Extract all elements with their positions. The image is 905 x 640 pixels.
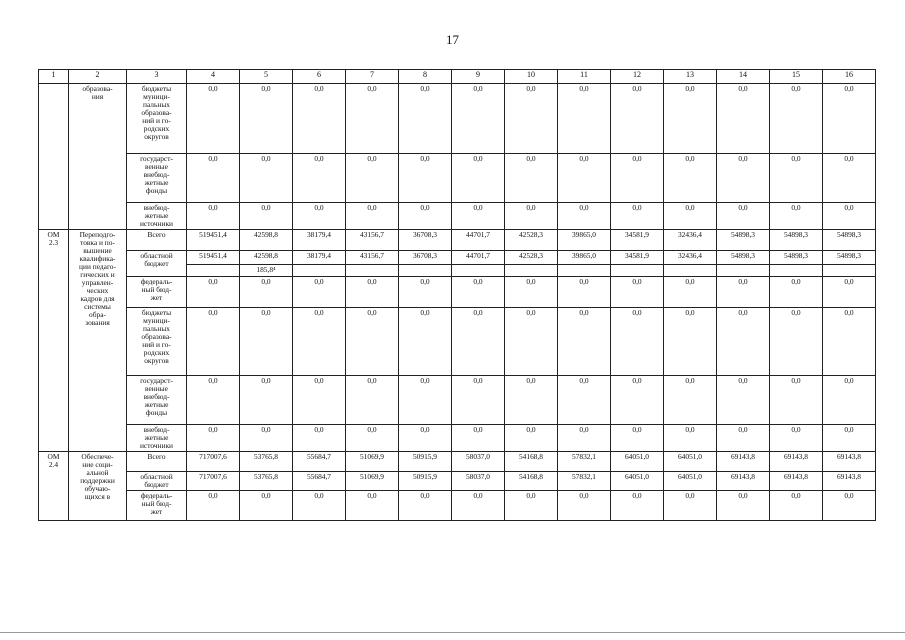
value-cell: 0,0 [770,84,823,154]
value-cell: 0,0 [611,490,664,520]
value-cell [770,265,823,277]
value-cell: 32436,4 [664,251,717,265]
value-cell: 0,0 [399,308,452,376]
funding-source-cell: областной бюджет [127,251,187,277]
column-number-12: 12 [611,70,664,84]
table-row [39,308,876,376]
value-cell: 0,0 [505,203,558,230]
value-cell: 0,0 [452,425,505,452]
column-number-7: 7 [346,70,399,84]
value-cell: 0,0 [823,84,876,154]
value-cell: 0,0 [399,203,452,230]
value-cell: 0,0 [664,203,717,230]
funding-source-cell: бюджеты муници- пальных образова- ний и го- родских округов [127,308,187,376]
column-number-16: 16 [823,70,876,84]
value-cell: 0,0 [505,154,558,203]
value-cell: 0,0 [240,425,293,452]
value-cell: 0,0 [399,376,452,425]
value-cell: 0,0 [187,425,240,452]
measure-code-cell: ОМ 2.4 [39,452,69,521]
value-cell: 0,0 [558,308,611,376]
value-cell: 51069,9 [346,472,399,491]
funding-source-cell: государст- венные внебюд- жетные фонды [127,154,187,203]
measure-name-cell: Обеспече- ние соци- альной поддержки обучаю- щихся в [69,452,127,521]
value-cell: 57832,1 [558,452,611,472]
value-cell: 69143,8 [717,472,770,491]
value-cell: 0,0 [505,490,558,520]
table-row [39,376,876,425]
value-cell: 0,0 [664,376,717,425]
value-cell: 0,0 [611,277,664,308]
value-cell: 0,0 [717,84,770,154]
value-cell: 54898,3 [717,251,770,265]
funding-source-cell: федераль- ный бюд- жет [127,490,187,520]
value-cell: 54898,3 [770,230,823,251]
value-cell: 0,0 [240,490,293,520]
value-cell: 0,0 [346,277,399,308]
value-cell: 42598,8 [240,251,293,265]
value-cell [823,265,876,277]
value-cell: 0,0 [187,308,240,376]
value-cell: 0,0 [664,277,717,308]
value-cell: 0,0 [558,490,611,520]
value-cell [399,265,452,277]
column-number-14: 14 [717,70,770,84]
value-cell: 42528,3 [505,230,558,251]
value-cell: 0,0 [770,277,823,308]
column-number-2: 2 [69,70,127,84]
value-cell: 0,0 [717,425,770,452]
value-cell: 0,0 [664,425,717,452]
funding-source-cell: государст- венные внебюд- жетные фонды [127,376,187,425]
value-cell: 0,0 [558,376,611,425]
value-cell: 34581,9 [611,251,664,265]
value-cell: 42598,8 [240,230,293,251]
page-number: 17 [446,32,459,47]
value-cell: 0,0 [664,308,717,376]
value-cell: 69143,8 [823,452,876,472]
value-cell: 0,0 [346,376,399,425]
value-cell [664,265,717,277]
value-cell: 39865,0 [558,230,611,251]
value-cell: 54898,3 [717,230,770,251]
value-cell: 0,0 [505,308,558,376]
table-row [39,452,876,472]
value-cell: 43156,7 [346,230,399,251]
value-cell: 0,0 [187,84,240,154]
value-cell: 0,0 [611,425,664,452]
funding-source-cell: внебюд- жетные источники [127,425,187,452]
value-cell: 38179,4 [293,251,346,265]
value-cell: 44701,7 [452,251,505,265]
funding-source-cell: федераль- ный бюд- жет [127,277,187,308]
value-cell: 0,0 [187,203,240,230]
table-row [39,203,876,230]
value-cell: 0,0 [399,84,452,154]
value-cell: 0,0 [452,84,505,154]
value-cell: 0,0 [823,425,876,452]
value-cell: 0,0 [770,376,823,425]
value-cell: 0,0 [823,154,876,203]
value-cell: 0,0 [558,425,611,452]
value-cell: 0,0 [664,154,717,203]
value-cell: 0,0 [505,277,558,308]
value-cell: 0,0 [240,154,293,203]
value-cell: 0,0 [399,277,452,308]
value-cell: 42528,3 [505,251,558,265]
value-cell: 69143,8 [770,472,823,491]
value-cell: 64051,0 [611,452,664,472]
column-number-3: 3 [127,70,187,84]
value-cell: 54898,3 [823,230,876,251]
value-cell: 0,0 [611,203,664,230]
value-cell: 0,0 [611,308,664,376]
value-cell: 0,0 [346,308,399,376]
column-number-1: 1 [39,70,69,84]
column-number-5: 5 [240,70,293,84]
funding-source-cell: бюджеты муници- пальных образова- ний и го- родских округов [127,84,187,154]
table-row [39,154,876,203]
value-cell: 50915,9 [399,452,452,472]
value-cell: 0,0 [187,154,240,203]
value-cell: 0,0 [770,203,823,230]
value-cell: 0,0 [240,376,293,425]
value-cell: 0,0 [717,203,770,230]
value-cell [293,265,346,277]
value-cell: 717007,6 [187,452,240,472]
value-cell: 36708,3 [399,251,452,265]
funding-source-cell: внебюд- жетные источники [127,203,187,230]
value-cell [346,265,399,277]
value-cell: 64051,0 [664,472,717,491]
value-cell: 0,0 [664,84,717,154]
value-cell [717,265,770,277]
value-cell: 50915,9 [399,472,452,491]
value-cell: 0,0 [452,277,505,308]
value-cell: 64051,0 [611,472,664,491]
value-cell: 0,0 [187,376,240,425]
funding-source-cell: Всего [127,452,187,472]
value-cell: 0,0 [293,154,346,203]
value-cell: 0,0 [346,203,399,230]
value-cell: 0,0 [770,425,823,452]
value-cell: 69143,8 [717,452,770,472]
value-cell: 55684,7 [293,472,346,491]
value-cell: 53765,8 [240,452,293,472]
measure-code-cell [39,84,69,230]
value-cell [611,265,664,277]
value-cell: 0,0 [293,277,346,308]
value-cell: 0,0 [346,154,399,203]
measure-code-cell: ОМ 2.3 [39,230,69,452]
value-cell: 54168,8 [505,472,558,491]
value-cell: 0,0 [293,308,346,376]
table-row [39,472,876,491]
value-cell: 0,0 [293,376,346,425]
column-number-11: 11 [558,70,611,84]
value-cell: 0,0 [505,84,558,154]
value-cell: 717007,6 [187,472,240,491]
value-cell [452,265,505,277]
value-cell: 36708,3 [399,230,452,251]
column-number-9: 9 [452,70,505,84]
value-cell: 0,0 [717,277,770,308]
value-cell: 57832,1 [558,472,611,491]
value-cell: 0,0 [823,490,876,520]
value-cell: 44701,7 [452,230,505,251]
value-cell: 0,0 [664,490,717,520]
funding-source-cell: областной бюджет [127,472,187,491]
value-cell: 32436,4 [664,230,717,251]
value-cell: 0,0 [717,490,770,520]
value-cell: 0,0 [770,154,823,203]
value-cell: 0,0 [346,490,399,520]
value-cell: 0,0 [346,84,399,154]
value-cell: 64051,0 [664,452,717,472]
value-cell: 69143,8 [770,452,823,472]
value-cell: 34581,9 [611,230,664,251]
table-row [39,84,876,154]
value-cell: 0,0 [611,376,664,425]
header-row [39,70,876,84]
value-cell: 69143,8 [823,472,876,491]
column-number-10: 10 [505,70,558,84]
measure-name-cell: Переподго- товка и по- вышение квалифика- ции педаго- гических и управлен- ческих кадров для системы обра- зования [69,230,127,452]
value-cell: 0,0 [452,154,505,203]
value-cell: 0,0 [558,203,611,230]
value-cell: 0,0 [717,154,770,203]
value-cell [187,265,240,277]
value-cell: 0,0 [823,376,876,425]
value-cell: 0,0 [293,84,346,154]
value-cell: 51069,9 [346,452,399,472]
budget-table [38,69,876,521]
value-cell: 58037,0 [452,452,505,472]
value-cell: 0,0 [770,490,823,520]
value-cell: 0,0 [399,490,452,520]
value-cell: 0,0 [717,308,770,376]
value-cell: 0,0 [452,376,505,425]
value-cell: 58037,0 [452,472,505,491]
table-row [39,277,876,308]
value-cell: 0,0 [293,203,346,230]
value-cell: 38179,4 [293,230,346,251]
value-cell: 0,0 [399,154,452,203]
table-row [39,490,876,520]
value-cell: 0,0 [346,425,399,452]
footnote-value-cell: 185,8⁴ [240,265,293,277]
column-number-8: 8 [399,70,452,84]
value-cell: 0,0 [558,84,611,154]
value-cell: 0,0 [240,277,293,308]
value-cell: 0,0 [611,84,664,154]
value-cell: 0,0 [240,84,293,154]
value-cell: 0,0 [505,425,558,452]
value-cell: 519451,4 [187,230,240,251]
value-cell: 0,0 [558,277,611,308]
table-row [39,425,876,452]
value-cell: 0,0 [240,203,293,230]
value-cell: 43156,7 [346,251,399,265]
value-cell: 54898,3 [770,251,823,265]
value-cell: 39865,0 [558,251,611,265]
value-cell: 0,0 [399,425,452,452]
value-cell: 54168,8 [505,452,558,472]
value-cell: 0,0 [452,203,505,230]
value-cell: 0,0 [293,425,346,452]
funding-source-cell: Всего [127,230,187,251]
column-number-13: 13 [664,70,717,84]
value-cell: 0,0 [187,490,240,520]
value-cell: 0,0 [505,376,558,425]
table-row [39,230,876,251]
value-cell: 53765,8 [240,472,293,491]
value-cell: 55684,7 [293,452,346,472]
scan-edge-line [0,632,905,633]
value-cell: 0,0 [770,308,823,376]
value-cell: 0,0 [452,308,505,376]
measure-name-cell: образова- ния [69,84,127,230]
value-cell: 54898,3 [823,251,876,265]
value-cell: 0,0 [240,308,293,376]
value-cell: 0,0 [611,154,664,203]
value-cell [558,265,611,277]
table-row [39,251,876,265]
value-cell: 0,0 [823,203,876,230]
value-cell: 0,0 [293,490,346,520]
value-cell: 0,0 [452,490,505,520]
value-cell: 0,0 [823,277,876,308]
value-cell: 0,0 [717,376,770,425]
column-number-4: 4 [187,70,240,84]
value-cell: 0,0 [187,277,240,308]
value-cell [505,265,558,277]
column-number-15: 15 [770,70,823,84]
column-number-6: 6 [293,70,346,84]
value-cell: 0,0 [823,308,876,376]
value-cell: 0,0 [558,154,611,203]
value-cell: 519451,4 [187,251,240,265]
